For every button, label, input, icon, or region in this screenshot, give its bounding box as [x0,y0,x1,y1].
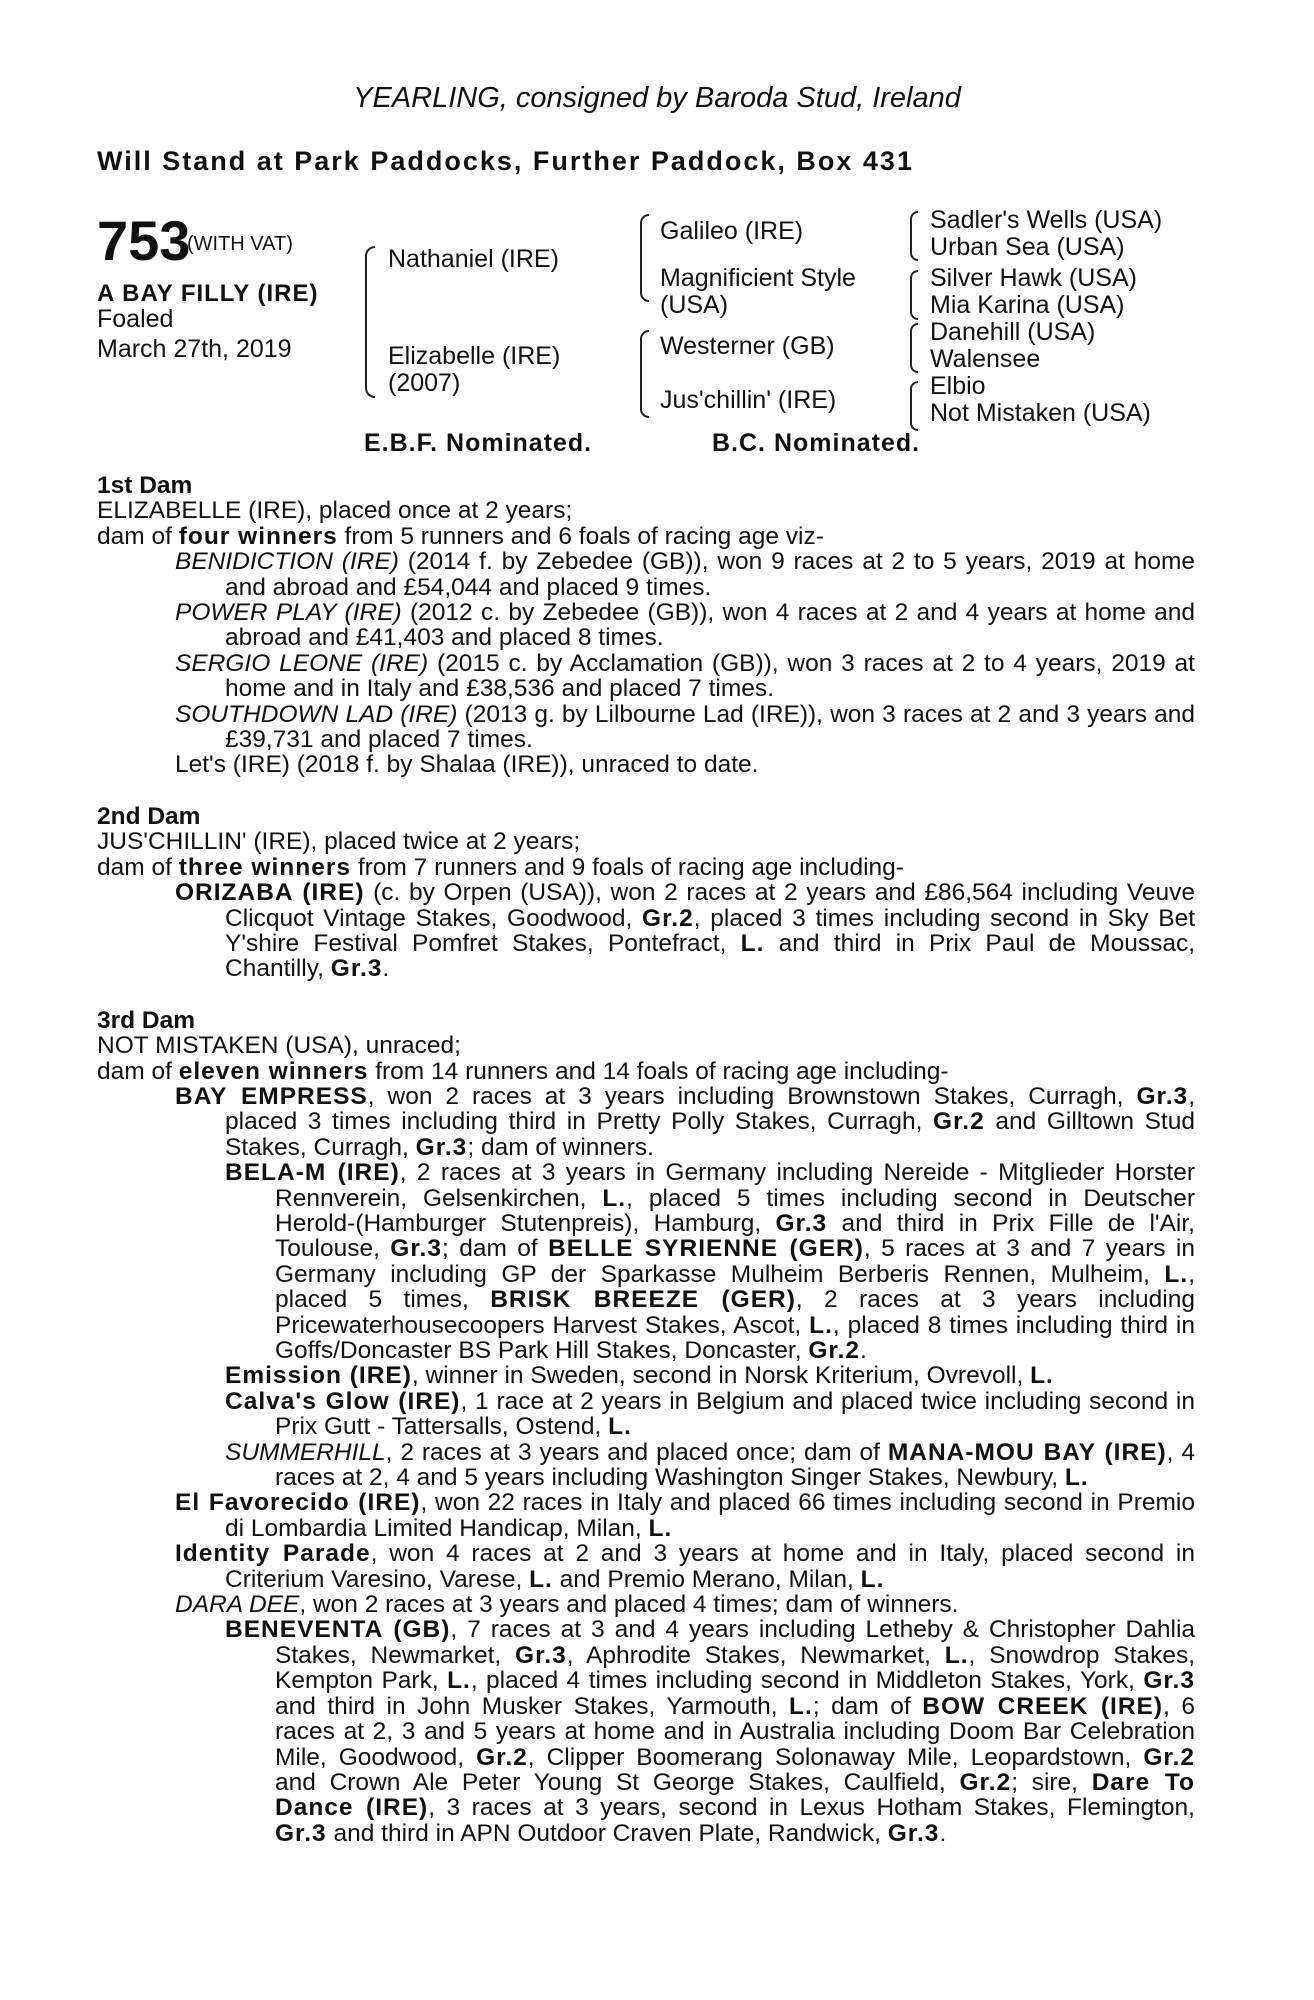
grade: L. [447,1667,471,1695]
produce-record: , placed 5 times, [275,1260,1195,1314]
second-dam-name: JUS'CHILLIN' (IRE), placed twice at 2 years; [97,828,581,856]
grade: L. [1164,1260,1189,1288]
pedigree-g3-6: Walensee [930,345,1041,373]
produce-record: , 4 races at 2, 4 and 5 years including Washington Singer Stakes, Newbury, [275,1438,1195,1492]
winners-count: three winners [178,853,352,881]
grade: Gr.3 [515,1641,567,1669]
lot-number: 753 [97,209,191,272]
produce-record: and third in APN Outdoor Craven Plate, Randwick, [326,1819,888,1847]
grade: Gr.3 [1143,1667,1195,1695]
produce-record: and third in Prix Paul de Moussac, Chantilly, [225,929,1196,983]
first-dam-heading: 1st Dam [97,472,193,499]
produce-entry [97,600,1195,651]
produce-record: , 7 races at 3 and 4 years including Letheby & Christopher Dahlia Stakes, Newmarket, [275,1616,1196,1669]
pedigree-sire-dam-country: (USA) [660,291,729,319]
produce-name: ORIZABA (IRE) [175,879,365,907]
pedigree-g3-7: Elbio [930,372,986,400]
produce-record: , winner in Sweden, second in Norsk Kriterium, Ovrevoll, [411,1362,1031,1390]
produce-record: (2012 c. by Zebedee (GB)), won 4 races at 2 and 4 years at home and abroad and £41,403 and placed 8 times. [225,599,1196,652]
produce-name: Identity Parade [175,1540,371,1568]
grade: L. [1030,1362,1054,1390]
summary-text: from 14 runners and 14 foals of racing age including- [368,1057,949,1085]
produce-record: ; sire, [1011,1768,1092,1796]
produce-record: , 3 races at 3 years, second in Lexus Hotham Stakes, Flemington, [428,1794,1195,1822]
produce-record: , placed 3 times including second in Sky Bet Y'shire Festival Pomfret Stakes, Pontefract, [225,904,1195,957]
summary-text: from 7 runners and 9 foals of racing age including- [351,853,904,881]
winners-count: four winners [178,522,338,550]
pedigree-g3-4: Mia Karina (USA) [930,291,1125,319]
produce-name: Dare To Dance (IRE) [275,1768,1195,1822]
produce-name: BENEVENTA (GB) [225,1616,451,1644]
produce-record: ; dam of [441,1235,549,1263]
produce-record: (2015 c. by Acclamation (GB)), won 3 races at 2 to 4 years, 2019 at home and in Italy and £38,536 and placed 7 times. [225,649,1195,703]
produce-entry [97,1389,1195,1440]
grade: Gr.3 [775,1209,828,1237]
grade: Gr.3 [390,1235,442,1263]
produce-record: , won 22 races in Italy and placed 66 times including second in Premio di Lombardia Limited Handicap, Milan, [225,1489,1195,1542]
pedigree-dam-sire: Westerner (GB) [660,332,835,360]
pedigree-g3-8: Not Mistaken (USA) [930,399,1151,427]
ebf-nominated: E.B.F. Nominated. [364,429,593,457]
grade: L. [608,1413,632,1441]
foaled-date: March 27th, 2019 [97,335,292,363]
produce-record: , placed 3 times including third in Pretty Polly Stakes, Curragh, [225,1082,1195,1136]
grade: Gr.3 [415,1133,468,1161]
produce-record: (c. by Orpen (USA)), won 2 races at 2 years and £86,564 including Veuve Clicquot Vintage Stakes, Goodwood, [225,879,1195,932]
sire-line-brace [640,214,649,302]
summary-text: dam of [97,853,179,881]
sire-dam-brace [365,246,375,398]
bc-nominated: B.C. Nominated. [712,429,921,457]
produce-record: , 2 races at 3 years including Pricewaterhousecoopers Harvest Stakes, Ascot, [275,1286,1195,1339]
pedigree-sire-sire: Galileo (IRE) [660,217,804,245]
produce-name: BENIDICTION (IRE) [175,548,399,576]
grade: L. [809,1311,833,1339]
produce-record: , placed 4 times including second in Middleton Stakes, York, [470,1667,1144,1695]
produce-entry [97,1440,1195,1491]
foaled-info [97,304,292,364]
produce-entry [97,1541,1195,1592]
pedigree-dam: Elizabelle (IRE) [388,342,561,370]
vat-note: (WITH VAT) [187,233,293,255]
produce-name: BRISK BREEZE (GER) [490,1286,796,1314]
grade: Gr.2 [933,1108,985,1136]
produce-entry [97,1617,1195,1846]
produce-name: SUMMERHILL [225,1438,386,1466]
produce-record: , 2 races at 3 years in Germany including Nereide - Mitglieder Horster Rennverein, Gelsenkirchen, [275,1159,1195,1212]
winners-count: eleven winners [178,1057,369,1085]
grade: Gr.2 [1143,1743,1196,1771]
produce-entry [97,880,1195,982]
grade: Gr.2 [808,1337,861,1364]
pedigree-sire-dam: Magnificient Style [660,264,856,292]
produce-name: DARA DEE [175,1591,300,1619]
produce-record: , placed 8 times including third in Goffs/Doncaster BS Park Hill Stakes, Doncaster, [275,1311,1195,1364]
produce-name: BELA-M (IRE) [225,1159,400,1187]
catalogue-body [97,473,1195,1846]
second-dam-heading: 2nd Dam [97,802,201,830]
produce-record: , 6 races at 2, 3 and 5 years at home and in Australia including Doom Bar Celebration Mile, Goodwood, [275,1692,1195,1771]
produce-record: ; dam of [812,1692,923,1720]
produce-record: . [860,1337,867,1364]
grade: L. [648,1514,673,1542]
pedigree-g3-2: Urban Sea (USA) [930,233,1125,261]
produce-name: El Favorecido (IRE) [175,1489,421,1517]
grade: Gr.2 [642,904,694,932]
produce-entry [97,549,1195,600]
grade: Gr.3 [275,1819,327,1847]
produce-name: BAY EMPRESS [175,1082,368,1110]
produce-record: , 1 race at 2 years in Belgium and placed twice including second in Prix Gutt - Tattersalls, Ostend, [275,1387,1195,1441]
produce-name: POWER PLAY (IRE) [175,599,402,627]
produce-record: , won 2 races at 3 years and placed 4 times; dam of winners. [299,1591,959,1619]
produce-entry [97,702,1195,753]
brace-g3-3 [910,323,918,373]
produce-entry [97,1490,1195,1541]
summary-text: dam of [97,522,179,550]
produce-entry [97,1592,1195,1617]
horse-title: A BAY FILLY (IRE) [97,280,319,307]
produce-record: , placed 5 times including second in Deutscher Herold-(Hamburger Stutenpreis), Hamburg, [275,1184,1195,1237]
produce-entry [97,1160,1195,1363]
stand-location: Will Stand at Park Paddocks, Further Paddock, Box 431 [97,146,914,176]
produce-record: , Snowdrop Stakes, Kempton Park, [275,1641,1196,1695]
produce-entry [97,1084,1195,1160]
pedigree-g3-3: Silver Hawk (USA) [930,264,1137,292]
first-dam-summary [97,524,1195,549]
produce-record: and third in John Musker Stakes, Yarmouth, [275,1692,790,1720]
summary-text: dam of [97,1057,179,1085]
produce-record: and Crown Ale Peter Young St George Stakes, Caulfield, [275,1768,960,1796]
brace-g3-2 [910,270,918,320]
brace-g3-1 [910,211,918,261]
third-dam-heading: 3rd Dam [97,1006,196,1034]
foaled-label: Foaled [97,305,174,333]
grade: L. [602,1184,627,1212]
third-dam-name: NOT MISTAKEN (USA), unraced; [97,1032,461,1060]
third-dam-summary [97,1059,1195,1084]
second-dam-summary [97,855,1195,880]
produce-record: (2014 f. by Zebedee (GB)), won 9 races at 2 to 5 years, 2019 at home and abroad and £54,044 and placed 9 times. [225,548,1195,601]
dam-line-brace [640,330,649,418]
grade: Gr.2 [959,1768,1012,1796]
grade: L. [944,1641,969,1669]
produce-record: and Gilltown Stud Stakes, Curragh, [225,1108,1195,1161]
produce-record: , won 4 races at 2 and 3 years at home and in Italy, placed second in Criterium Varesino, Varese, [225,1540,1196,1593]
grade: L. [740,929,765,957]
produce-name: Emission (IRE) [225,1362,412,1390]
pedigree-sire: Nathaniel (IRE) [388,245,559,273]
produce-entry [97,1363,1195,1388]
produce-record: , 2 races at 3 years and placed once; dam of [385,1438,888,1466]
grade: L. [1064,1464,1089,1492]
produce-name: BOW CREEK (IRE) [922,1692,1164,1720]
produce-name: MANA-MOU BAY (IRE) [887,1438,1167,1466]
grade: Gr.3 [330,955,383,983]
produce-record: . [382,955,390,983]
consignment-line: YEARLING, consigned by Baroda Stud, Ireland [353,82,961,114]
pedigree-g3-1: Sadler's Wells (USA) [930,206,1163,234]
grade: Gr.2 [476,1743,528,1771]
grade: L. [860,1565,885,1593]
brace-g3-4 [910,381,918,431]
first-dam-name: ELIZABELLE (IRE), placed once at 2 years; [97,497,573,525]
produce-name: Calva's Glow (IRE) [225,1387,461,1415]
produce-record: , Clipper Boomerang Solonaway Mile, Leopardstown, [527,1743,1144,1771]
produce-record: . [939,1819,947,1847]
produce-record: ; dam of winners. [467,1133,654,1161]
produce-name: SOUTHDOWN LAD (IRE) [175,700,458,728]
produce-record: , Aphrodite Stakes, Newmarket, [566,1641,945,1669]
pedigree-g3-5: Danehill (USA) [930,318,1096,346]
produce-record: and third in Prix Fille de l'Air, Toulouse, [275,1209,1195,1263]
grade: L. [529,1565,553,1593]
produce-record: (2013 g. by Lilbourne Lad (IRE)), won 3 races at 2 and 3 years and £39,731 and placed 7 times. [225,700,1196,754]
produce-entry: Let's (IRE) (2018 f. by Shalaa (IRE)), unraced to date. [175,751,759,779]
grade: Gr.3 [887,1819,940,1847]
produce-record: and Premio Merano, Milan, [552,1565,861,1593]
summary-text: from 5 runners and 6 foals of racing age viz- [337,522,824,550]
grade: Gr.3 [1136,1082,1189,1110]
pedigree-dam-year: (2007) [388,369,461,397]
produce-entry [97,651,1195,702]
produce-name: SERGIO LEONE (IRE) [175,649,429,677]
pedigree-dam-dam: Jus'chillin' (IRE) [660,386,837,414]
produce-record: , 5 races at 3 and 7 years in Germany including GP der Sparkasse Mulheim Berberis Rennen, Mulheim, [275,1235,1196,1288]
grade: L. [789,1692,813,1720]
produce-name: BELLE SYRIENNE (GER) [548,1235,864,1263]
produce-record: , won 2 races at 3 years including Brownstown Stakes, Curragh, [367,1082,1137,1110]
